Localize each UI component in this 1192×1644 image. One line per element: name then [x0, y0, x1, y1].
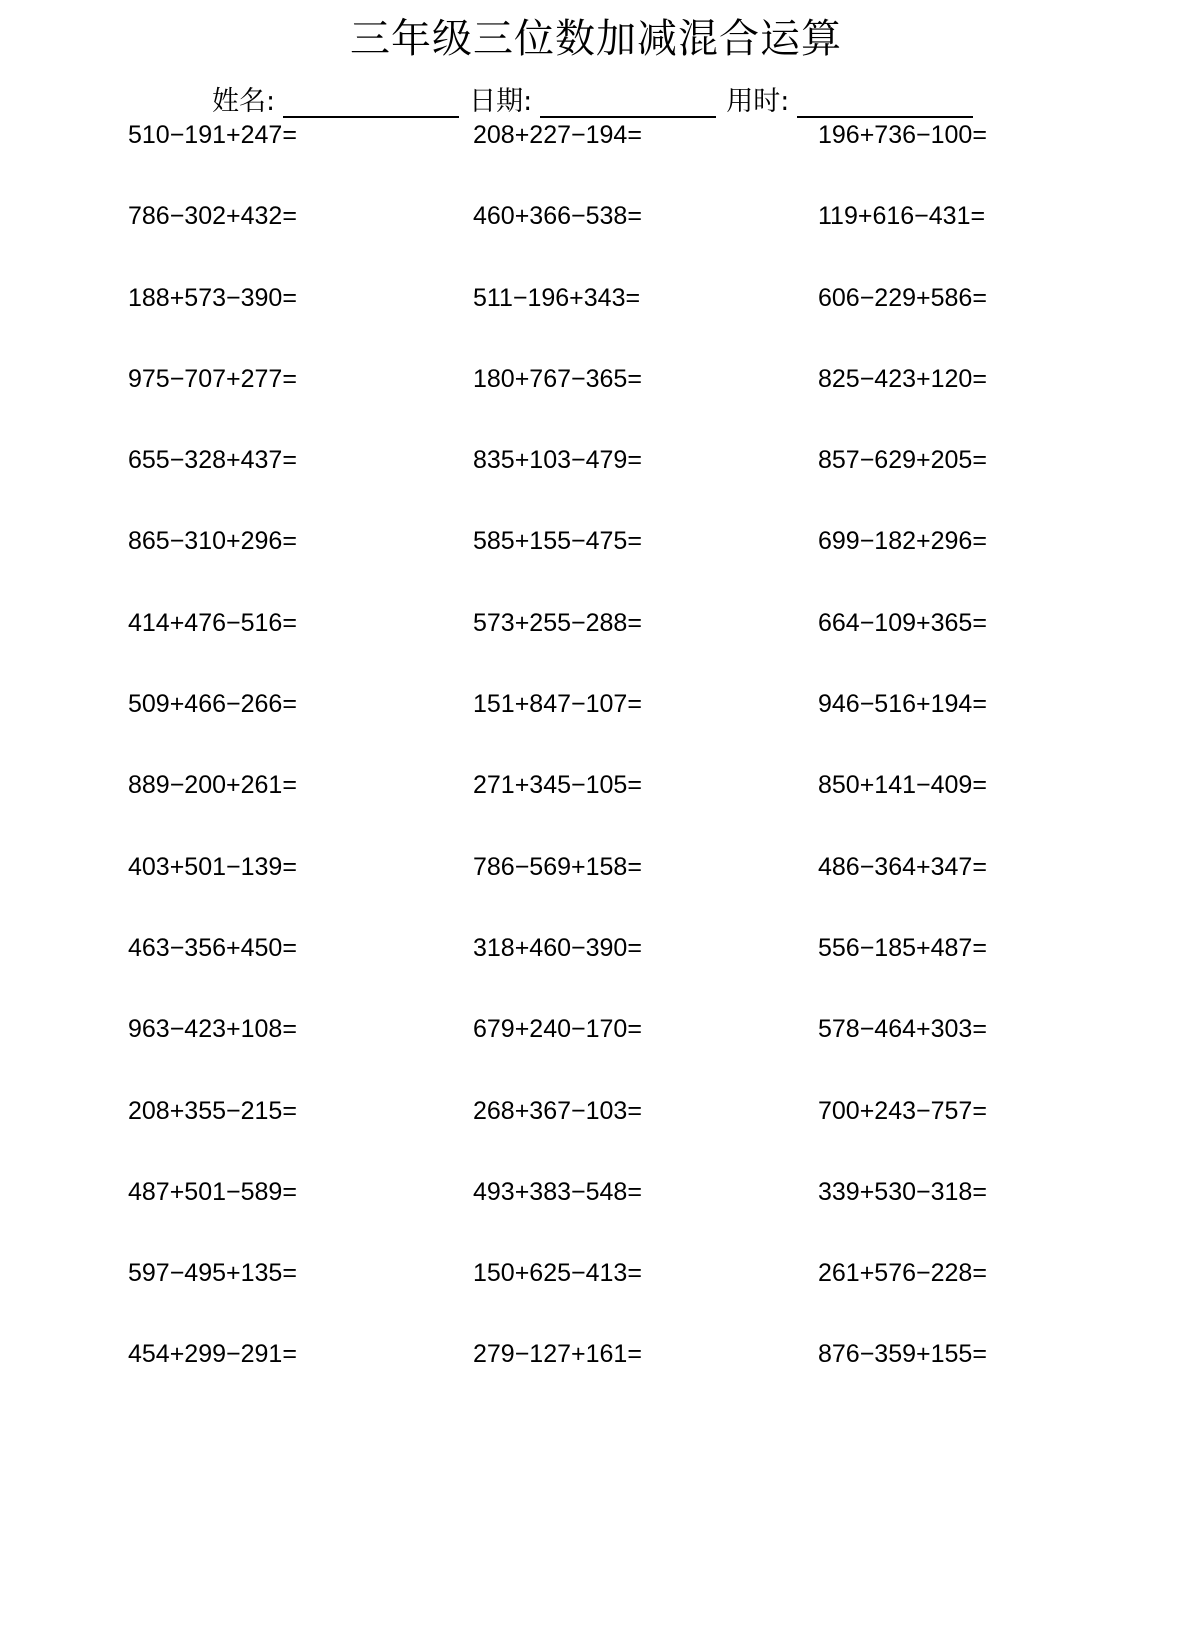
math-problem: 460+366−538= — [473, 202, 642, 231]
problem-row — [128, 608, 1068, 689]
problem-row — [128, 283, 1068, 364]
math-problem: 279−127+161= — [473, 1340, 642, 1369]
math-problem: 150+625−413= — [473, 1259, 642, 1288]
time-used-field[interactable] — [726, 86, 973, 118]
math-problem: 606−229+586= — [818, 283, 987, 312]
problem-row — [128, 201, 1068, 282]
math-problem: 655−328+437= — [128, 446, 297, 475]
math-problem: 180+767−365= — [473, 364, 642, 393]
problem-row — [128, 526, 1068, 607]
date-field[interactable] — [469, 86, 716, 118]
math-problem: 556−185+487= — [818, 933, 987, 962]
math-problem: 585+155−475= — [473, 527, 642, 556]
problem-row — [128, 120, 1068, 201]
math-problem: 825−423+120= — [818, 364, 987, 393]
math-problem: 463−356+450= — [128, 933, 297, 962]
math-problem: 403+501−139= — [128, 852, 297, 881]
math-problem: 510−191+247= — [128, 121, 297, 149]
student-info-row — [212, 84, 983, 118]
problem-row — [128, 689, 1068, 770]
math-problem: 487+501−589= — [128, 1177, 297, 1206]
math-problem: 664−109+365= — [818, 608, 987, 637]
problem-row — [128, 1339, 1068, 1420]
math-problem: 946−516+194= — [818, 690, 987, 719]
math-problem: 454+299−291= — [128, 1340, 297, 1369]
math-problem: 151+847−107= — [473, 690, 642, 719]
math-problem: 208+355−215= — [128, 1096, 297, 1125]
math-problem: 963−423+108= — [128, 1015, 297, 1044]
math-problem: 786−569+158= — [473, 852, 642, 881]
math-problem: 318+460−390= — [473, 933, 642, 962]
problem-row — [128, 1096, 1068, 1177]
date-blank-line[interactable] — [540, 92, 716, 118]
time-used-label: 用时: — [726, 86, 790, 117]
math-problem: 835+103−479= — [473, 446, 642, 475]
math-problem: 573+255−288= — [473, 608, 642, 637]
problem-row — [128, 1258, 1068, 1339]
name-field[interactable] — [212, 86, 459, 118]
problem-row — [128, 933, 1068, 1014]
problem-row — [128, 852, 1068, 933]
math-problem: 208+227−194= — [473, 121, 642, 149]
time-used-blank-line[interactable] — [797, 92, 973, 118]
math-problem: 414+476−516= — [128, 608, 297, 637]
math-problem: 786−302+432= — [128, 202, 297, 231]
math-problem: 271+345−105= — [473, 771, 642, 800]
name-blank-line[interactable] — [283, 92, 459, 118]
name-label: 姓名: — [212, 86, 276, 117]
math-problem: 876−359+155= — [818, 1340, 987, 1369]
math-problem: 511−196+343= — [473, 283, 641, 312]
math-problem: 679+240−170= — [473, 1015, 642, 1044]
math-problem: 261+576−228= — [818, 1259, 987, 1288]
problem-row — [128, 770, 1068, 851]
math-problem: 486−364+347= — [818, 852, 987, 881]
date-label: 日期: — [469, 86, 533, 117]
math-problem: 578−464+303= — [818, 1015, 987, 1044]
problem-row — [128, 1177, 1068, 1258]
math-problem: 865−310+296= — [128, 527, 297, 556]
math-problem: 699−182+296= — [818, 527, 987, 556]
math-problem: 493+383−548= — [473, 1177, 642, 1206]
math-problem: 700+243−757= — [818, 1096, 987, 1125]
math-problem: 188+573−390= — [128, 283, 297, 312]
problem-row — [128, 364, 1068, 445]
math-problem: 196+736−100= — [818, 121, 987, 149]
problem-grid — [128, 120, 1068, 1421]
math-problem: 975−707+277= — [128, 364, 297, 393]
math-problem: 268+367−103= — [473, 1096, 642, 1125]
math-problem: 597−495+135= — [128, 1259, 297, 1288]
math-problem: 119+616−431= — [818, 202, 986, 231]
math-problem: 850+141−409= — [818, 771, 987, 800]
problem-row — [128, 445, 1068, 526]
math-problem: 509+466−266= — [128, 690, 297, 719]
math-problem: 339+530−318= — [818, 1177, 987, 1206]
math-problem: 889−200+261= — [128, 771, 297, 800]
problem-row — [128, 1014, 1068, 1095]
worksheet-title: 三年级三位数加减混合运算 — [350, 16, 842, 62]
math-problem: 857−629+205= — [818, 446, 987, 475]
